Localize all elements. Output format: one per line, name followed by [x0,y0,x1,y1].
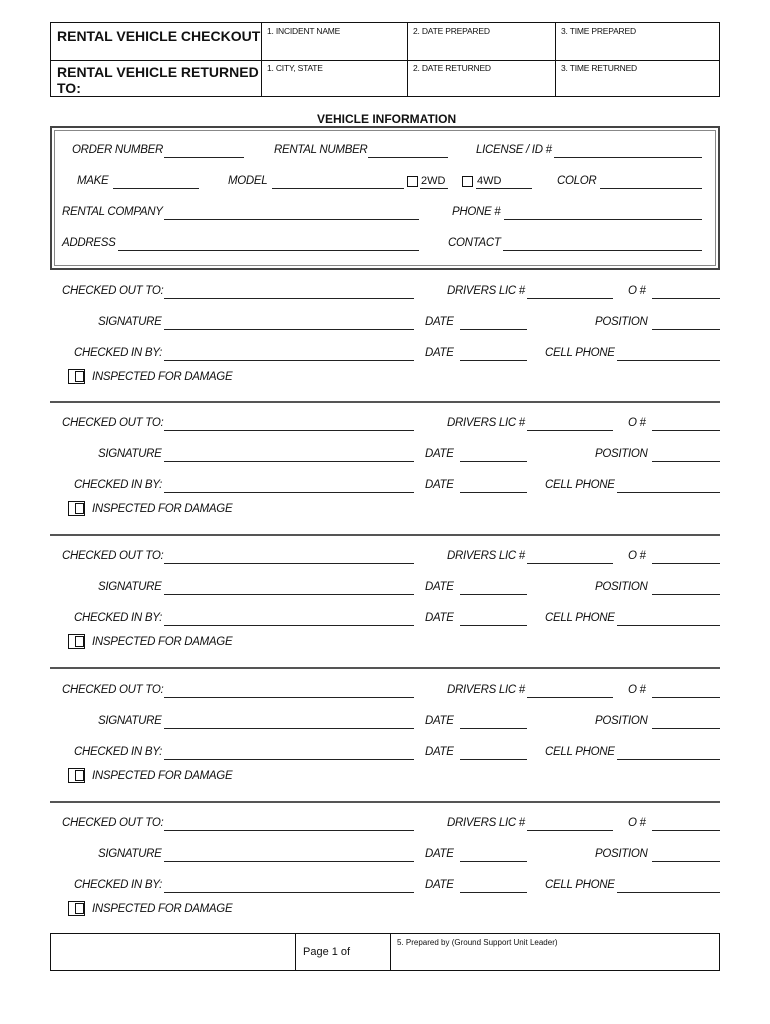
checked-out-to-label: CHECKED OUT TO: [62,550,164,562]
o-number-label: O # [628,550,646,562]
inspected-checkbox[interactable] [68,634,85,649]
checked-out-to-label: CHECKED OUT TO: [62,817,164,829]
position-field[interactable] [652,861,720,862]
date-in-label: DATE [425,347,454,359]
checked-in-by-label: CHECKED IN BY: [74,479,163,491]
incident-name-cell[interactable] [261,23,407,60]
block-separator [50,801,720,803]
date-in-field[interactable] [460,892,527,893]
time-prepared-label: 3. TIME PREPARED [561,26,636,36]
time-returned-label: 3. TIME RETURNED [561,63,637,73]
position-label: POSITION [595,581,648,593]
date-in-field[interactable] [460,492,527,493]
signature-field[interactable] [164,461,414,462]
checked-out-to-label: CHECKED OUT TO: [62,285,164,297]
license-field[interactable] [554,157,702,158]
position-label: POSITION [595,448,648,460]
checked-in-by-label: CHECKED IN BY: [74,746,163,758]
checked-in-by-field[interactable] [164,492,414,493]
date-label: DATE [425,848,454,860]
signature-label: SIGNATURE [98,715,162,727]
phone-field[interactable] [504,219,702,220]
header-row-returned [51,60,719,96]
color-field[interactable] [600,188,702,189]
inspected-checkbox-inner [75,503,84,514]
rental-number-label: RENTAL NUMBER [274,144,368,156]
checked-out-to-field[interactable] [164,298,414,299]
date-prepared-cell[interactable] [407,23,555,60]
checked-in-by-field[interactable] [164,892,414,893]
position-label: POSITION [595,848,648,860]
4wd-underline [476,188,532,189]
checkout-block-5 [0,817,770,947]
cell-phone-field[interactable] [617,892,720,893]
checked-out-to-label: CHECKED OUT TO: [62,684,164,696]
date-in-label: DATE [425,879,454,891]
make-field[interactable] [113,188,199,189]
prepared-by-label: 5. Prepared by (Ground Support Unit Leader) [397,938,558,947]
date-label: DATE [425,581,454,593]
time-returned-cell[interactable] [555,60,719,96]
position-field[interactable] [652,594,720,595]
o-number-label: O # [628,285,646,297]
inspected-checkbox-inner [75,770,84,781]
position-field[interactable] [652,461,720,462]
o-number-field[interactable] [652,697,720,698]
inspected-checkbox[interactable] [68,369,85,384]
cell-phone-field[interactable] [617,759,720,760]
header-row-checkout [51,23,719,61]
2wd-underline [420,188,448,189]
drivers-lic-field[interactable] [527,430,613,431]
inspected-checkbox-inner [75,636,84,647]
cell-phone-label: CELL PHONE [545,612,615,624]
time-prepared-cell[interactable] [555,23,719,60]
inspected-checkbox[interactable] [68,901,85,916]
o-number-field[interactable] [652,298,720,299]
checkout-block-4 [0,684,770,814]
cell-phone-label: CELL PHONE [545,479,615,491]
4wd-label: 4WD [477,175,502,187]
model-label: MODEL [228,175,268,187]
drivers-lic-label: DRIVERS LIC # [447,550,525,562]
date-field[interactable] [460,329,527,330]
2wd-label: 2WD [421,175,446,187]
checked-in-by-field[interactable] [164,360,414,361]
signature-label: SIGNATURE [98,448,162,460]
2wd-checkbox[interactable] [407,176,418,187]
make-label: MAKE [77,175,109,187]
returned-title-line1: RENTAL VEHICLE RETURNED [57,64,259,80]
page-label: Page 1 of [303,946,351,958]
drivers-lic-field[interactable] [527,830,613,831]
checked-in-by-field[interactable] [164,625,414,626]
order-number-field[interactable] [164,157,244,158]
block-separator [50,534,720,536]
signature-field[interactable] [164,861,414,862]
returned-title-line2: TO: [57,80,81,96]
date-label: DATE [425,715,454,727]
inspected-label: INSPECTED FOR DAMAGE [92,503,233,515]
date-in-label: DATE [425,746,454,758]
signature-label: SIGNATURE [98,581,162,593]
rental-number-field[interactable] [368,157,448,158]
vehicle-info-title: VEHICLE INFORMATION [317,112,457,126]
4wd-checkbox[interactable] [462,176,473,187]
inspected-checkbox-inner [75,903,84,914]
drivers-lic-label: DRIVERS LIC # [447,817,525,829]
o-number-label: O # [628,817,646,829]
signature-field[interactable] [164,329,414,330]
position-field[interactable] [652,728,720,729]
o-number-field[interactable] [652,830,720,831]
position-field[interactable] [652,329,720,330]
inspected-label: INSPECTED FOR DAMAGE [92,371,233,383]
date-returned-cell[interactable] [407,60,555,96]
drivers-lic-field[interactable] [527,563,613,564]
contact-field[interactable] [503,250,702,251]
date-in-field[interactable] [460,625,527,626]
city-state-cell[interactable] [261,60,407,96]
color-label: COLOR [557,175,597,187]
city-state-label: 1. CITY, STATE [267,63,323,73]
phone-label: PHONE # [452,206,501,218]
checked-in-by-label: CHECKED IN BY: [74,347,163,359]
footer-table [50,933,720,971]
inspected-checkbox[interactable] [68,501,85,516]
checked-out-to-field[interactable] [164,430,414,431]
signature-label: SIGNATURE [98,316,162,328]
date-in-field[interactable] [460,759,527,760]
date-prepared-label: 2. DATE PREPARED [413,26,490,36]
inspected-label: INSPECTED FOR DAMAGE [92,636,233,648]
model-field[interactable] [272,188,404,189]
checked-out-to-field[interactable] [164,697,414,698]
inspected-checkbox-inner [75,371,84,382]
cell-phone-field[interactable] [617,492,720,493]
drivers-lic-field[interactable] [527,298,613,299]
signature-label: SIGNATURE [98,848,162,860]
address-field[interactable] [118,250,419,251]
date-field[interactable] [460,861,527,862]
checkout-block-3 [0,550,770,680]
date-returned-label: 2. DATE RETURNED [413,63,491,73]
o-number-field[interactable] [652,563,720,564]
date-field[interactable] [460,728,527,729]
contact-label: CONTACT [448,237,501,249]
drivers-lic-field[interactable] [527,697,613,698]
cell-phone-field[interactable] [617,360,720,361]
date-field[interactable] [460,594,527,595]
signature-field[interactable] [164,594,414,595]
o-number-label: O # [628,417,646,429]
block-separator [50,667,720,669]
inspected-label: INSPECTED FOR DAMAGE [92,770,233,782]
checkout-block-1 [0,285,770,415]
cell-phone-label: CELL PHONE [545,746,615,758]
inspected-label: INSPECTED FOR DAMAGE [92,903,233,915]
date-field[interactable] [460,461,527,462]
cell-phone-field[interactable] [617,625,720,626]
date-label: DATE [425,316,454,328]
incident-name-label: 1. INCIDENT NAME [267,26,341,36]
checked-out-to-field[interactable] [164,563,414,564]
license-label: LICENSE / ID # [476,144,552,156]
date-in-label: DATE [425,612,454,624]
page-cell [295,934,391,970]
block-separator [50,401,720,403]
checkout-title: RENTAL VEHICLE CHECKOUT [57,28,261,44]
checked-out-to-label: CHECKED OUT TO: [62,417,164,429]
checked-in-by-field[interactable] [164,759,414,760]
position-label: POSITION [595,715,648,727]
returned-title [57,64,259,96]
inspected-checkbox[interactable] [68,768,85,783]
address-label: ADDRESS [62,237,116,249]
rental-company-field[interactable] [164,219,419,220]
checked-out-to-field[interactable] [164,830,414,831]
o-number-field[interactable] [652,430,720,431]
date-in-field[interactable] [460,360,527,361]
cell-phone-label: CELL PHONE [545,347,615,359]
position-label: POSITION [595,316,648,328]
drivers-lic-label: DRIVERS LIC # [447,285,525,297]
rental-company-label: RENTAL COMPANY [62,206,163,218]
order-number-label: ORDER NUMBER [72,144,163,156]
drivers-lic-label: DRIVERS LIC # [447,684,525,696]
date-label: DATE [425,448,454,460]
o-number-label: O # [628,684,646,696]
cell-phone-label: CELL PHONE [545,879,615,891]
date-in-label: DATE [425,479,454,491]
checked-in-by-label: CHECKED IN BY: [74,879,163,891]
checked-in-by-label: CHECKED IN BY: [74,612,163,624]
checkout-block-2 [0,417,770,547]
drivers-lic-label: DRIVERS LIC # [447,417,525,429]
signature-field[interactable] [164,728,414,729]
header-table [50,22,720,97]
